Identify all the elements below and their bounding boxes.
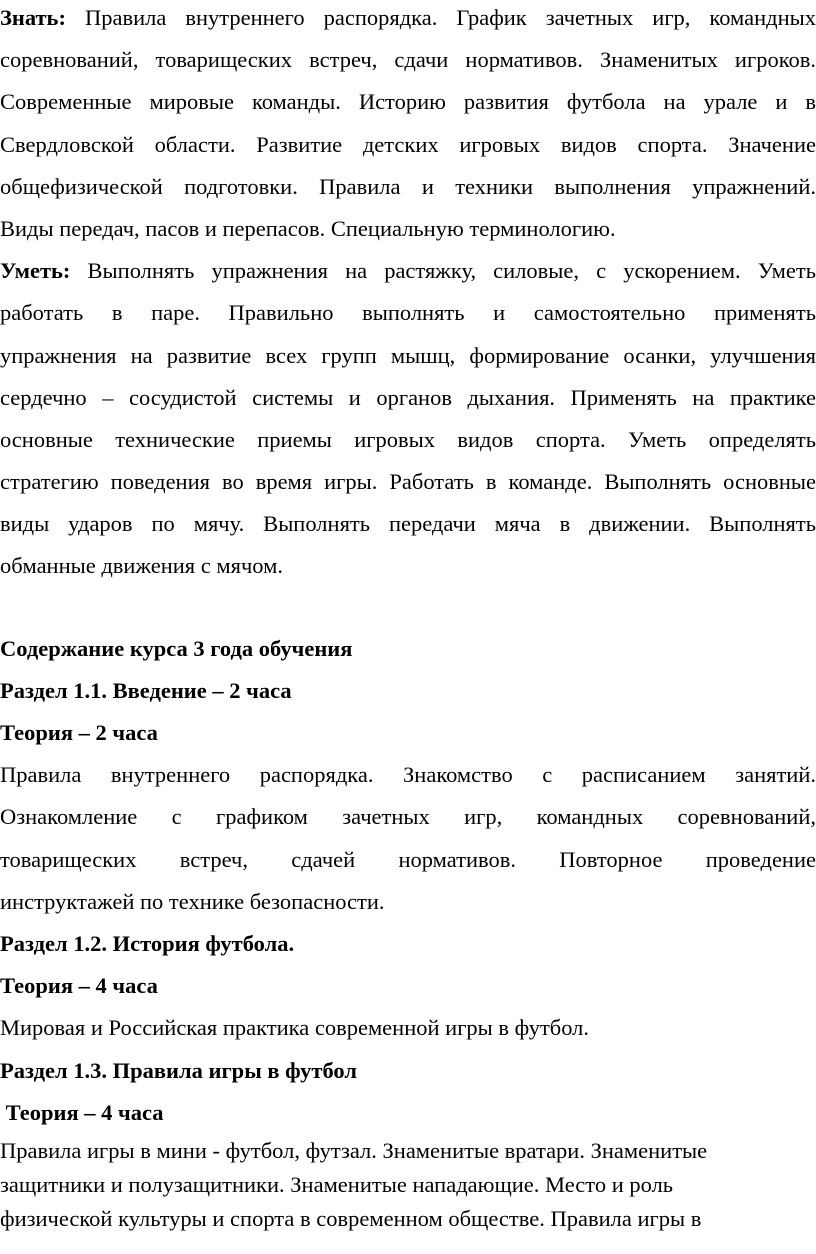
text-line <box>0 419 816 461</box>
text-line <box>0 545 816 587</box>
text-line <box>0 754 816 796</box>
text-line <box>0 292 816 334</box>
text-line <box>0 839 816 881</box>
section-heading <box>0 628 816 670</box>
text-line <box>0 503 816 545</box>
text-line <box>0 377 816 419</box>
text-line <box>0 796 816 838</box>
line-text: Правила внутреннего распорядка. График зачетных игр, командных <box>84 5 816 30</box>
line-text: Правила игры в мини - футбол, футзал. Знаменитые вратари. Знаменитые <box>0 1137 708 1163</box>
section-heading <box>0 1050 816 1092</box>
paragraph-lead: Уметь: <box>0 258 71 284</box>
line-text: виды ударов по мячу. Выполнять передачи мяча в движении. Выполнять <box>0 511 816 537</box>
line-text: обманные движения с мячом. <box>0 553 283 579</box>
text-line <box>0 712 816 754</box>
line-text: стратегию поведения во время игры. Работать в команде. Выполнять основные <box>0 469 816 495</box>
line-text: упражнения на развитие всех групп мышц, формирование осанки, улучшения <box>0 342 816 368</box>
section-heading <box>0 923 816 965</box>
paragraph <box>0 1007 816 1049</box>
line-text: Ознакомление с графиком зачетных игр, командных соревнований, <box>0 804 816 830</box>
paragraph <box>0 754 816 923</box>
paragraph <box>0 0 816 250</box>
text-line <box>0 0 816 39</box>
text-line <box>0 1007 816 1049</box>
line-text: общефизической подготовки. Правила и техники выполнения упражнений. <box>0 173 816 199</box>
blank-line <box>0 588 816 628</box>
text-line <box>0 1168 816 1202</box>
line-text: Теория – 2 часа <box>0 720 158 745</box>
text-line <box>0 124 816 166</box>
line-text: соревнований, товарищеских встреч, сдачи нормативов. Знаменитых игроков. <box>0 47 816 73</box>
text-line <box>0 628 816 670</box>
section-heading <box>0 670 816 712</box>
text-line <box>0 670 816 712</box>
line-text: Содержание курса 3 года обучения <box>0 635 353 661</box>
line-text: Раздел 1.3. Правила игры в футбол <box>0 1057 358 1083</box>
line-text: защитники и полузащитники. Знаменитые нападающие. Место и роль <box>0 1171 674 1197</box>
text-line <box>0 208 816 250</box>
text-line <box>0 1134 816 1168</box>
line-text: инструктажей по технике безопасности. <box>0 888 385 914</box>
text-line <box>0 39 816 81</box>
line-text: физической культуры и спорта в современном обществе. Правила игры в <box>0 1205 702 1231</box>
line-text: Раздел 1.1. Введение – 2 часа <box>0 677 292 703</box>
text-line <box>0 965 816 1007</box>
line-text: Свердловской области. Развитие детских игровых видов спорта. Значение <box>0 131 816 157</box>
paragraph-lead: Знать: <box>0 5 66 30</box>
line-text: Правила внутреннего распорядка. Знакомство с расписанием занятий. <box>0 762 816 788</box>
text-line <box>0 1050 816 1092</box>
text-line <box>0 81 816 123</box>
line-text: работать в паре. Правильно выполнять и самостоятельно применять <box>0 300 816 326</box>
line-text: Теория – 4 часа <box>0 1099 164 1125</box>
line-text: Мировая и Российская практика современной игры в футбол. <box>0 1015 590 1041</box>
paragraph <box>0 1134 816 1236</box>
text-line <box>0 881 816 923</box>
text-line <box>0 335 816 377</box>
line-text: Выполнять упражнения на растяжку, силовые, с ускорением. Уметь <box>87 258 816 284</box>
text-line <box>0 461 816 503</box>
line-text: основные технические приемы игровых видов спорта. Уметь определять <box>0 426 816 452</box>
paragraph <box>0 250 816 588</box>
line-text: Теория – 4 часа <box>0 973 158 999</box>
line-text: Раздел 1.2. История футбола. <box>0 930 295 956</box>
text-line <box>0 923 816 965</box>
text-line <box>0 1092 816 1134</box>
section-heading <box>0 1092 816 1134</box>
line-text: товарищеских встреч, сдачей нормативов. Повторное проведение <box>0 846 816 872</box>
text-line <box>0 166 816 208</box>
line-text: сердечно – сосудистой системы и органов дыхания. Применять на практике <box>0 384 816 410</box>
text-line <box>0 1202 816 1236</box>
line-text: Современные мировые команды. Историю развития футбола на урале и в <box>0 89 816 115</box>
section-heading <box>0 712 816 754</box>
text-line <box>0 250 816 292</box>
section-heading <box>0 965 816 1007</box>
line-text: Виды передач, пасов и перепасов. Специальную терминологию. <box>0 215 616 241</box>
